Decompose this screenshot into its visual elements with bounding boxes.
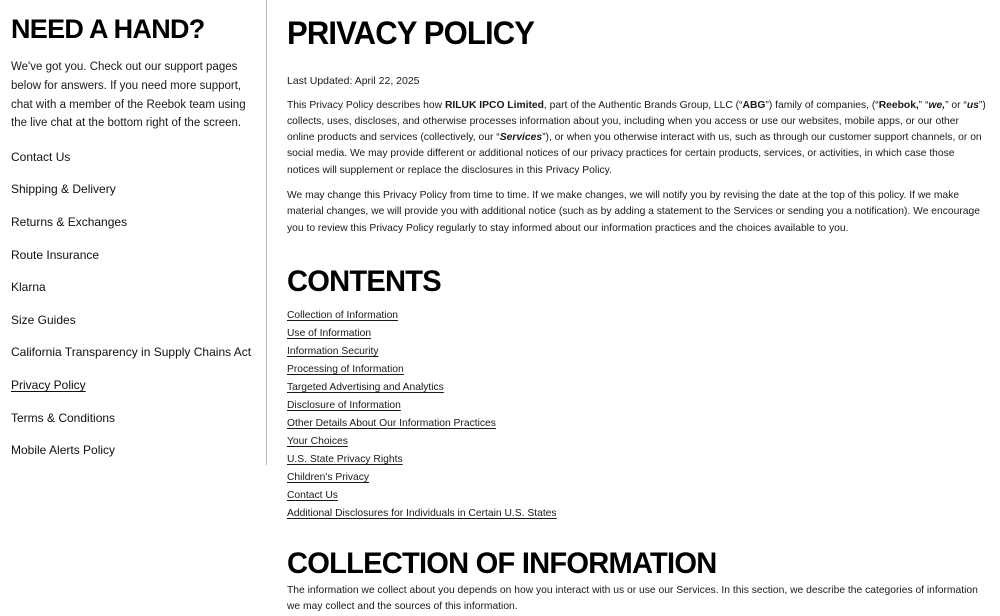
sidebar-link-california-transparency-in-supply-chains-act[interactable]: California Transparency in Supply Chains Act: [11, 345, 252, 360]
last-updated-text: Last Updated: April 22, 2025: [287, 75, 420, 87]
intro-text-run: , part of the Authentic Brands Group, LLC (“: [543, 99, 743, 111]
contents-list-item: [287, 485, 986, 503]
contents-link-collection-of-information[interactable]: Collection of Information: [287, 309, 399, 321]
sidebar-nav: [11, 151, 251, 456]
sidebar-link-shipping-delivery[interactable]: Shipping & Delivery: [11, 182, 116, 197]
sidebar-title: NEED A HAND?: [11, 14, 205, 44]
intro-text-run: ABG: [742, 99, 766, 111]
policy-changes-paragraph: We may change this Privacy Policy from time to time. If we make changes, we will notify you by revising the date at the top of this policy. If we make material changes, we will provide you with additional notice (such as by adding a statement to the Services or sending you a notification). We encourage you to review this Privacy Policy regularly to stay informed about our information practices and the choices available to you.: [287, 189, 980, 234]
intro-text-run: we,: [928, 99, 946, 111]
contents-link-targeted-advertising-and-analytics[interactable]: Targeted Advertising and Analytics: [287, 381, 444, 393]
sidebar-link-route-insurance[interactable]: Route Insurance: [11, 247, 100, 262]
contents-link-children-s-privacy[interactable]: Children's Privacy: [287, 471, 370, 483]
page-title: PRIVACY POLICY: [287, 15, 535, 51]
contents-link-your-choices[interactable]: Your Choices: [287, 435, 348, 447]
sidebar-link-privacy-policy[interactable]: Privacy Policy: [11, 378, 86, 392]
contents-heading: CONTENTS: [287, 264, 441, 298]
sidebar-link-terms-conditions[interactable]: Terms & Conditions: [11, 410, 116, 425]
collection-of-information-paragraph: The information we collect about you depends on how you interact with us or use our Services. In this section, we describe the categories of information we may collect and the sources of this information.: [287, 584, 978, 613]
sidebar-link-size-guides[interactable]: Size Guides: [11, 312, 76, 327]
contents-list-item: [287, 341, 986, 359]
contents-list-item: [287, 305, 986, 323]
sidebar-link-klarna[interactable]: Klarna: [11, 280, 46, 295]
contents-link-contact-us[interactable]: Contact Us: [287, 489, 338, 501]
contents-list-item: [287, 413, 986, 431]
contents-list-item: [287, 377, 986, 395]
sidebar-divider: [266, 0, 267, 465]
intro-text-run: us: [966, 99, 979, 111]
collection-of-information-heading: COLLECTION OF INFORMATION: [287, 546, 717, 580]
contents-list-item: [287, 467, 986, 485]
intro-text-run: ”) family of companies, (“: [765, 99, 879, 111]
intro-text-run: ”), or when you otherwise interact with us, such as through our customer support channels, or on social media. We may provide different or additional notices of our privacy practices for certain products, services, or activities, in which case those notices will supplement or replace the disclosures in this Privacy Policy.: [287, 132, 982, 176]
contents-link-use-of-information[interactable]: Use of Information: [287, 327, 372, 339]
contents-list-item: [287, 359, 986, 377]
contents-list-item: [287, 431, 986, 449]
intro-text-run: Services: [499, 132, 543, 144]
intro-text-run: This Privacy Policy describes how: [287, 99, 445, 111]
intro-text-run: Reebok,: [878, 99, 919, 111]
contents-list-item: [287, 449, 986, 467]
intro-paragraph: [287, 98, 986, 179]
sidebar-intro-text: We've got you. Check out our support pages below for answers. If you need more support, chat with a member of the Reebok team using the live chat at the bottom right of the screen.: [11, 61, 246, 130]
main-content: [267, 0, 1000, 613]
contents-link-other-details-about-our-information-practices[interactable]: Other Details About Our Information Practices: [287, 417, 496, 429]
contents-link-information-security[interactable]: Information Security: [287, 345, 379, 357]
contents-list: [287, 305, 986, 521]
contents-list-item: [287, 323, 986, 341]
contents-list-item: [287, 395, 986, 413]
contents-list-item: [287, 503, 986, 521]
contents-link-u-s-state-privacy-rights[interactable]: U.S. State Privacy Rights: [287, 453, 403, 465]
contents-link-processing-of-information[interactable]: Processing of Information: [287, 363, 404, 375]
support-sidebar: [0, 0, 267, 541]
contents-link-disclosure-of-information[interactable]: Disclosure of Information: [287, 399, 401, 411]
sidebar-link-contact-us[interactable]: Contact Us: [11, 149, 71, 164]
intro-text-run: ” or “: [945, 99, 967, 111]
intro-text-run: ” “: [918, 99, 929, 111]
intro-text-run: RILUK IPCO Limited: [444, 99, 544, 111]
intro-text-run: ”) collects, uses, discloses, and otherwise processes information about you, including when you access or use our websites, mobile apps, or our other online products and services (collectively, our “: [287, 99, 986, 144]
sidebar-link-mobile-alerts-policy[interactable]: Mobile Alerts Policy: [11, 443, 116, 458]
contents-link-additional-disclosures-for-individuals-in-certain-u-s-states[interactable]: Additional Disclosures for Individuals in Certain U.S. States: [287, 507, 557, 519]
sidebar-link-returns-exchanges[interactable]: Returns & Exchanges: [11, 215, 128, 230]
